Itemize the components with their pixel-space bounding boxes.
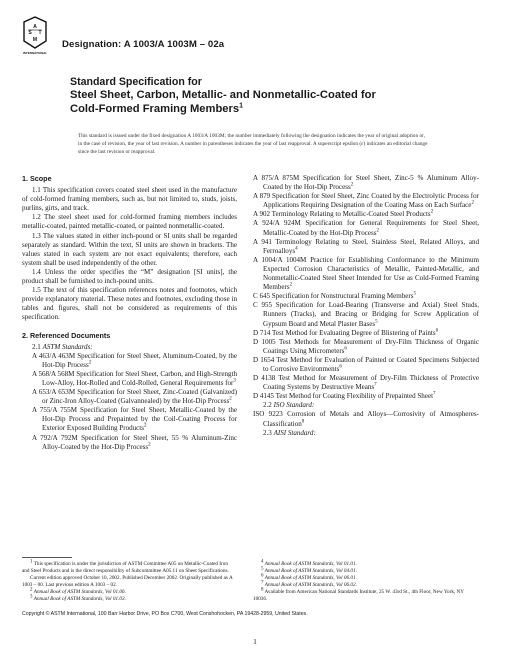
title-line-2: Steel Sheet, Carbon, Metallic- and Nonmetallic-Coated for bbox=[70, 89, 376, 101]
reference-item: A 653/A 653M Specification for Steel Sheet, Zinc-Coated (Galvanized) or Zinc-Iron Alloy-Coated (Galvannealed) by the Hot-Dip Process$^2$ bbox=[32, 388, 237, 406]
page-number: 1 bbox=[253, 637, 257, 646]
reference-item: ISO 9223 Corrosion of Metals and Alloys—Corrosivity of Atmospheres-Classification$^8$ bbox=[253, 410, 479, 428]
reference-item: D 4145 Test Method for Coating Flexibility of Prepainted Sheet$^7$ bbox=[253, 391, 436, 401]
reference-item: A 875/A 875M Specification for Steel Sheet, Zinc-5 % Aluminum Alloy-Coated by the Hot-Dip Process$^2$ bbox=[253, 174, 479, 192]
reference-item: A 941 Terminology Relating to Steel, Stainless Steel, Related Alloys, and Ferroalloys$^4$ bbox=[253, 237, 479, 255]
paragraph-1-2: 1.2 The steel sheet used for cold-formed framing members includes metallic-coated, painted metallic-coated, or painted nonmetallic-coated. bbox=[22, 213, 237, 231]
paragraph-1-3: 1.3 The values stated in either inch-pound or SI units shall be regarded separately as standard. Within the text, SI units are shown in brackets. The values stated in each system are not exact equivalents; therefore, each system shall be used independently of the other. bbox=[22, 231, 237, 267]
iso-standard-label: 2.2 ISO Standard: bbox=[263, 401, 315, 410]
footnote-3: $^3$ Annual Book of ASTM Standards, Vol 01.03. bbox=[30, 594, 126, 602]
scope-heading: 1. Scope bbox=[22, 174, 52, 183]
reference-item: D 1005 Test Methods for Measurement of Dry-Film Thickness of Organic Coatings Using Micrometers$^6$ bbox=[253, 337, 479, 355]
copyright-line: Copyright © ASTM International, 100 Barr Harbor Drive, PO Box C700, West Conshohocken, PA 19428-2959, United States. bbox=[22, 611, 308, 617]
reference-item: A 1004/A 1004M Practice for Establishing Conformance to the Minimum Expected Corrosion Characteristics of Metallic, Painted-Metallic, and Nonmetallic-Coated Steel Sheet Intended for Use as Cold-Formed Framing Members$^2$ bbox=[253, 255, 479, 292]
reference-item: C 955 Specification for Load-Bearing (Transverse and Axial) Steel Studs, Runners (Tracks), and Bracing or Bridging for Screw Application of Gypsum Board and Metal Plaster Bases$^5$ bbox=[253, 301, 479, 328]
reference-item: A 463/A 463M Specification for Steel Sheet, Aluminum-Coated, by the Hot-Dip Process$^2$ bbox=[32, 351, 237, 369]
reference-item: A 755/A 755M Specification for Steel Sheet, Metallic-Coated by the Hot-Dip Process and Prepainted by the Coil-Coating Process for Exterior Exposed Building Products$^2$ bbox=[32, 406, 237, 433]
reference-item: A 568/A 568M Specification for Steel Sheet, Carbon, and High-Strength Low-Alloy, Hot-Rolled and Cold-Rolled, General Requirements for$^3$ bbox=[32, 369, 237, 387]
right-reference-list bbox=[253, 174, 479, 401]
aisi-standard-label: 2.3 AISI Standard: bbox=[263, 428, 316, 437]
footnotes-left bbox=[22, 561, 235, 603]
reference-item: D 1654 Test Method for Evaluation of Painted or Coated Specimens Subjected to Corrosive Environments$^6$ bbox=[253, 355, 479, 373]
left-reference-list bbox=[22, 352, 237, 452]
reference-item: A 902 Terminology Relating to Metallic-Coated Steel Products$^2$ bbox=[253, 210, 434, 219]
footnote-7: $^7$ Annual Book of ASTM Standards, Vol 06.02. bbox=[261, 580, 357, 588]
title-line-3: Cold-Formed Framing Members$^1$ bbox=[70, 101, 243, 115]
document-title bbox=[70, 76, 470, 116]
footnote-5: $^5$ Annual Book of ASTM Standards, Vol 04.01. bbox=[261, 566, 357, 574]
right-column bbox=[253, 174, 479, 438]
reference-item: A 879 Specification for Steel Sheet, Zinc Coated by the Electrolytic Process for Applications Requiring Designation of the Coating Mass on Each Surface$^2$ bbox=[253, 192, 479, 210]
svg-text:INTERNATIONAL: INTERNATIONAL bbox=[22, 51, 48, 55]
astm-logo bbox=[22, 16, 48, 56]
svg-text:S: S bbox=[28, 30, 32, 36]
footnote-6: $^6$ Annual Book of ASTM Standards, Vol 06.01. bbox=[261, 573, 357, 581]
left-column bbox=[22, 174, 237, 452]
designation: Designation: A 1003/A 1003M – 02a bbox=[62, 39, 225, 50]
standard-issue-note: This standard is issued under the fixed designation A 1003/A 1003M; the number immediately following the designation indicates the year of original adoption or, in the case of revision, the year of last revision. A number in parentheses indicates the year of last reapproval. A superscript epsilon (ε) indicates an editorial change since the last revision or reapproval. bbox=[78, 133, 428, 155]
title-line-1: Standard Specification for bbox=[70, 76, 202, 88]
footnote-2: $^2$ Annual Book of ASTM Standards, Vol 01.06. bbox=[30, 587, 126, 595]
footnote-1-edition: Current edition approved October 10, 2002. Published December 2002. Originally published as A 1003 – 00. Last previous edition A 1003 – 02. bbox=[22, 575, 233, 588]
reference-item: D 714 Test Method for Evaluating Degree of Blistering of Paints$^6$ bbox=[253, 328, 439, 337]
reference-item: A 924/A 924M Specification for General Requirements for Steel Sheet, Metallic-Coated by the Hot-Dip Process$^2$ bbox=[253, 219, 479, 237]
reference-item: D 4138 Test Method for Measurement of Dry-Film Thickness of Protective Coating Systems by Destructive Means$^7$ bbox=[253, 374, 479, 392]
footnote-1: $^1$ This specification is under the jurisdiction of ASTM Committee A05 on Metallic-Coated Iron and Steel Products and is the direct responsibility of Subcommittee A05.11 on Sheet Specifications. bbox=[22, 559, 229, 574]
svg-text:A: A bbox=[33, 24, 37, 30]
footnote-4: $^4$ Annual Book of ASTM Standards, Vol 01.01. bbox=[261, 559, 357, 567]
svg-text:T: T bbox=[38, 30, 42, 36]
footnotes-right bbox=[253, 561, 479, 603]
footnote-rule bbox=[22, 557, 72, 558]
reference-item: A 792/A 792M Specification for Steel Sheet, 55 % Aluminum-Zinc Alloy-Coated by the Hot-Dip Process$^2$ bbox=[32, 433, 237, 451]
astm-standards-label: 2.1 ASTM Standards: bbox=[32, 342, 93, 351]
reference-item: C 645 Specification for Nonstructural Framing Members$^5$ bbox=[253, 291, 416, 301]
svg-text:M: M bbox=[32, 37, 38, 43]
paragraph-1-1: 1.1 This specification covers coated steel sheet used in the manufacture of cold-formed framing members, such as, but not limited to, studs, joists, purlins, girts, and track. bbox=[22, 186, 237, 213]
paragraph-1-5: 1.5 The text of this specification references notes and footnotes, which provide explanatory material. These notes and footnotes, excluding those in tables and figures, shall not be considered as requirements of this specification. bbox=[22, 286, 237, 322]
referenced-documents-heading: 2. Referenced Documents bbox=[22, 330, 111, 340]
footnote-8: $^8$ Available from American National Standards Institute, 25 W. 43rd St., 4th Floor, New York, NY 10036. bbox=[253, 587, 464, 602]
paragraph-1-4: 1.4 Unless the order specifies the “M” designation [SI units], the product shall be furnished to inch-pound units. bbox=[22, 267, 237, 286]
